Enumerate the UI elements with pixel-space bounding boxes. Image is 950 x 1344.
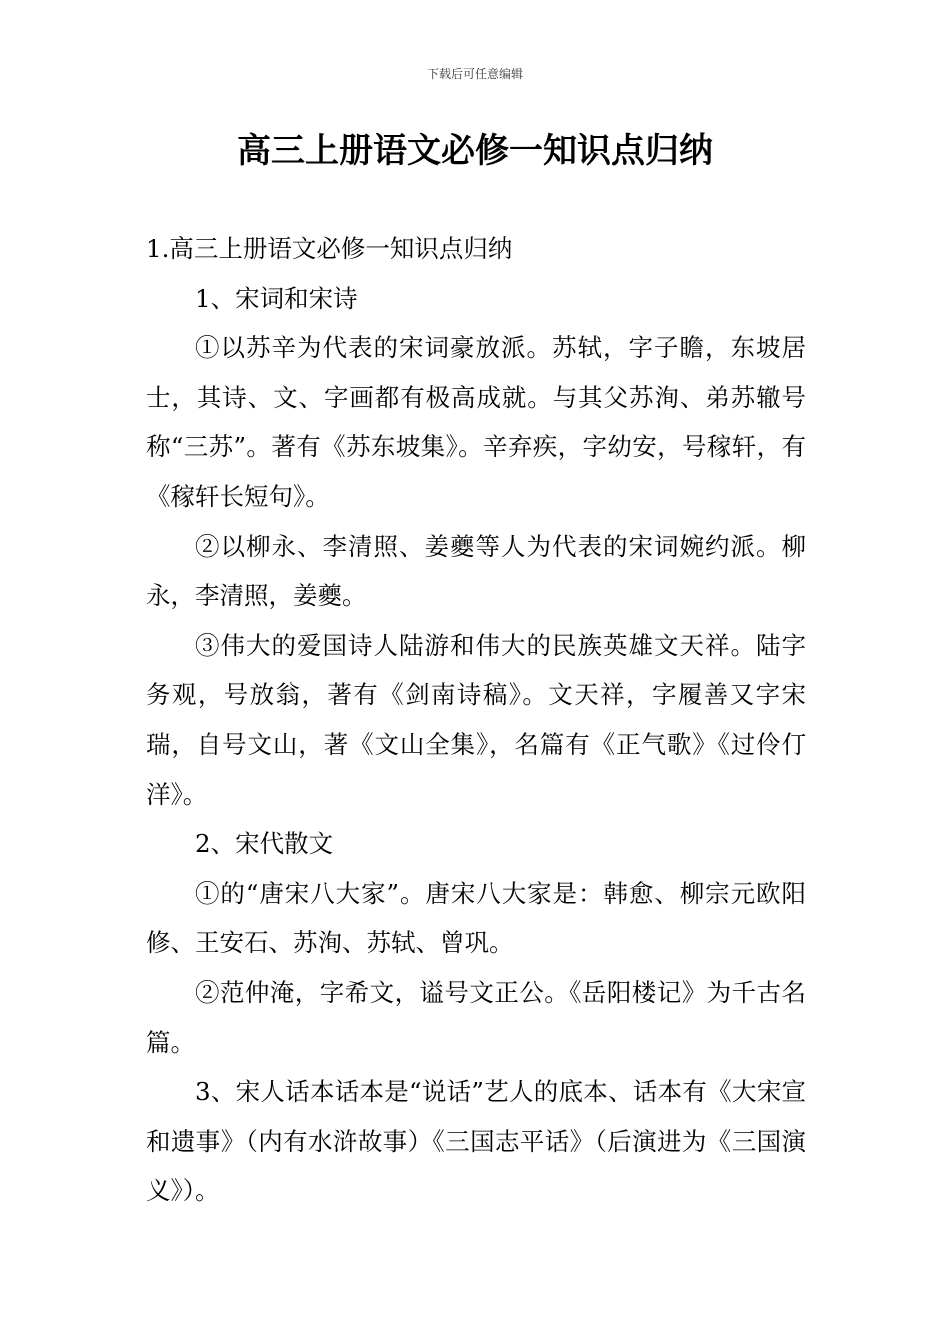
document-title: 高三上册语文必修一知识点归纳 [237, 131, 713, 171]
paragraph-wanyue-school: ②以柳永、李清照、姜夔等人为代表的宋词婉约派。柳永，李清照，姜夔。 [146, 531, 806, 611]
paragraph-huaben: 3、宋人话本话本是“说话”艺人的底本、话本有《大宋宣和遗事》（内有水浒故事）《三国志平话》（后演进为《三国演义》）。 [146, 1077, 806, 1206]
section-heading-song-prose: 2、宋代散文 [195, 829, 334, 859]
section-heading-song-ci-shi: 1、宋词和宋诗 [195, 283, 358, 313]
header-note: 下载后可任意编辑 [426, 67, 523, 81]
paragraph-haofang-school: ①以苏辛为代表的宋词豪放派。苏轼，字子瞻，东坡居士，其诗、文、字画都有极高成就。与其父苏洵、弟苏辙号称“三苏”。著有《苏东坡集》。辛弃疾，字幼安，号稼轩，有《稼轩长短句》。 [146, 333, 806, 511]
document-body [146, 224, 806, 1216]
paragraph-heading: 1.高三上册语文必修一知识点归纳 [146, 234, 513, 263]
paragraph-fan-zhongyan: ②范仲淹，字希文，谥号文正公。《岳阳楼记》为千古名篇。 [146, 977, 806, 1057]
paragraph-eight-masters: ①的“唐宋八大家”。唐宋八大家是：韩愈、柳宗元欧阳修、王安石、苏洵、苏轼、曾巩。 [146, 878, 806, 958]
paragraph-lu-you-wen-tianxiang: ③伟大的爱国诗人陆游和伟大的民族英雄文天祥。陆字务观，号放翁，著有《剑南诗稿》。文天祥，字履善又字宋瑞，自号文山，著《文山全集》，名篇有《正气歌》《过伶仃洋》。 [146, 630, 806, 809]
